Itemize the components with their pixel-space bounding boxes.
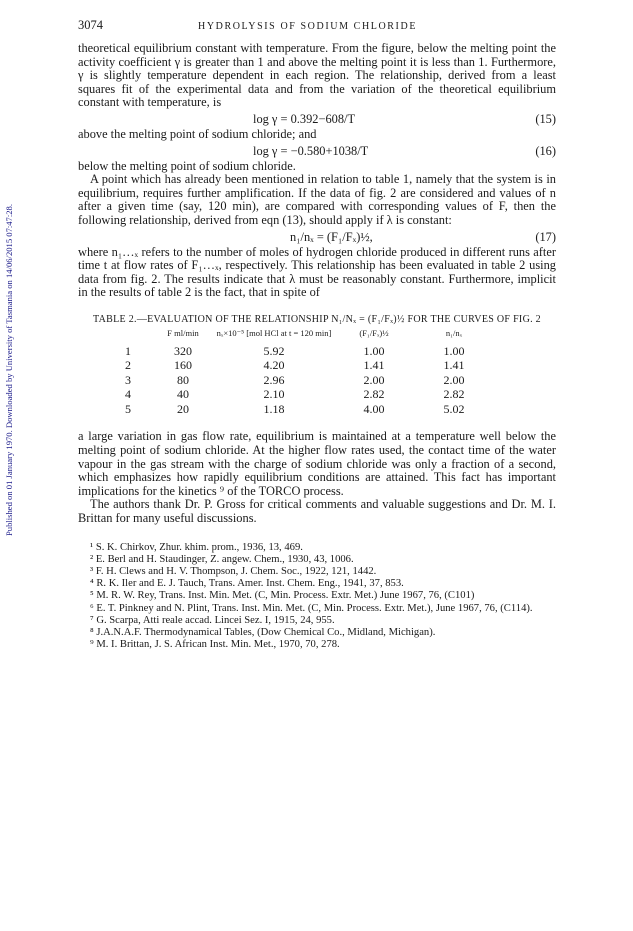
paragraph-4: a large variation in gas flow rate, equilibrium is maintained at a temperature well below the melting point of sodium chloride. At the higher flow rates used, the contact time of the water vapour in the gas stream with the charge of sodium chloride was only a fraction of a second, which emphasizes how rapidly equilibrium conditions are attained. This fact has important implications for the kinetics ⁹ of the TORCO process.	[78, 429, 556, 498]
text-after-eq16: below the melting point of sodium chloride.	[78, 158, 296, 173]
table-cell: 2	[125, 358, 131, 373]
equation-15	[78, 111, 556, 127]
reference-item: ⁹ M. I. Brittan, J. S. African Inst. Min. Met., 1970, 70, 278.	[90, 639, 340, 651]
equation-16-number: (16)	[535, 143, 556, 158]
reference-item: ⁸ J.A.N.A.F. Thermodynamical Tables, (Dow Chemical Co., Midland, Michigan).	[90, 626, 436, 638]
acknowledgements: The authors thank Dr. P. Gross for critical comments and valuable suggestions and Dr. M. I. Brittan for many useful discussions.	[78, 497, 556, 525]
table-header-cell	[104, 327, 152, 344]
equation-15-number: (15)	[535, 111, 556, 126]
table-cell: 1.41	[443, 358, 465, 373]
table-header-cell: nₓ×10⁻⁵ [mol HCl at t = 120 min]	[216, 327, 332, 338]
paragraph-1: theoretical equilibrium constant with temperature. From the figure, below the melting point the activity coefficient γ is greater than 1 and above the melting point it is less than 1. Furthermore, γ is slightly temperature dependent in each region. The relationship, derived from a least squares fit of the experimental data and from the variation of the theoretical equilibrium constant with temperature, is	[78, 41, 556, 110]
reference-item: ⁴ R. K. Iler and E. J. Tauch, Trans. Amer. Inst. Chem. Eng., 1941, 37, 853.	[90, 578, 404, 590]
table-row	[104, 387, 494, 402]
reference-item: ² E. Berl and H. Staudinger, Z. angew. Chem., 1930, 43, 1006.	[90, 553, 354, 565]
table-row	[104, 358, 494, 373]
paragraph-2: A point which has already been mentioned in relation to table 1, namely that the system is in equilibrium, requires further amplification. If the data of fig. 2 are considered and values of n after a given time (say, 120 min), are compared with corresponding values of F, then the following relationship, derived from eqn (13), should apply if λ is constant:	[78, 172, 556, 227]
equation-17-expr: n₁/nₓ = (F₁/Fₓ)½,	[290, 229, 373, 244]
reference-item: ¹ S. K. Chirkov, Zhur. khim. prom., 1936, 13, 469.	[90, 541, 303, 553]
table-cell: 1.00	[363, 343, 385, 358]
table-cell: 2.10	[263, 387, 285, 402]
table-cell: 4.20	[263, 358, 285, 373]
table-2	[104, 327, 494, 417]
reference-item: ⁷ G. Scarpa, Atti reale accad. Lincei Sez. I, 1915, 24, 955.	[90, 614, 335, 626]
table-row	[104, 344, 494, 359]
paragraph-3: where n₁…ₓ refers to the number of moles of hydrogen chloride produced in different runs after time t at flow rates of F₁…ₓ, respectively. This relationship has been evaluated in table 2 using data from fig. 2. The results indicate that λ must be reasonably constant. Furthermore, implicit in the results of table 2 is the fact, that in spite of	[78, 244, 556, 300]
table-cell: 2.00	[443, 372, 465, 387]
table-cell: 5.92	[263, 343, 285, 358]
table-cell: 40	[177, 387, 189, 402]
references-list	[78, 542, 556, 652]
running-title: HYDROLYSIS OF SODIUM CHLORIDE	[198, 21, 418, 32]
equation-17	[78, 229, 556, 245]
table-header-cell: (F₁/Fₓ)½	[359, 327, 389, 338]
table-cell: 4.00	[363, 401, 385, 416]
table-cell: 2.82	[443, 387, 465, 402]
watermark-text: Published on 01 January 1970. Downloaded by University of Tasmania on 14/06/2015 07:47:28.	[4, 204, 14, 536]
table-2-caption: TABLE 2.—EVALUATION OF THE RELATIONSHIP N₁/Nₓ = (F₁/Fₓ)½ FOR THE CURVES OF FIG. 2	[93, 313, 541, 325]
table-cell: 160	[174, 358, 192, 373]
table-cell: 2.96	[263, 372, 285, 387]
table-cell: 80	[177, 372, 189, 387]
table-header-cell: n₁/nₓ	[445, 327, 463, 338]
equation-17-number: (17)	[535, 229, 556, 244]
reference-item: ⁶ E. T. Pinkney and N. Plint, Trans. Inst. Min. Met. (C, Min. Process. Extr. Met.), June 1967, 76, (C114).	[90, 602, 533, 614]
equation-15-expr: log γ = 0.392−608/T	[253, 111, 356, 126]
table-row	[104, 402, 494, 417]
equation-16	[78, 143, 556, 159]
page-number: 3074	[78, 18, 103, 32]
text-after-eq15: above the melting point of sodium chloride; and	[78, 126, 317, 141]
equation-16-expr: log γ = −0.580+1038/T	[253, 143, 369, 158]
table-cell: 4	[125, 387, 131, 402]
table-cell: 5	[125, 401, 131, 416]
table-cell: 20	[177, 401, 189, 416]
reference-item: ⁵ M. R. W. Rey, Trans. Inst. Min. Met. (C, Min. Process. Extr. Met.) June 1967, 76, (C101)	[90, 590, 475, 602]
table-cell: 2.82	[363, 387, 385, 402]
table-cell: 1.41	[363, 358, 385, 373]
table-header-row	[104, 327, 494, 344]
table-cell: 1.00	[443, 343, 465, 358]
table-cell: 3	[125, 372, 131, 387]
table-header-cell: F ml/min	[167, 327, 199, 338]
reference-item: ³ F. H. Clews and H. V. Thompson, J. Chem. Soc., 1922, 121, 1442.	[90, 565, 377, 577]
paper-page	[78, 18, 556, 651]
table-cell: 1.18	[263, 401, 285, 416]
page-header	[78, 18, 556, 42]
table-cell: 1	[125, 343, 131, 358]
table-cell: 320	[174, 343, 192, 358]
table-cell: 2.00	[363, 372, 385, 387]
table-row	[104, 373, 494, 388]
download-watermark	[2, 150, 16, 590]
table-cell: 5.02	[443, 401, 465, 416]
